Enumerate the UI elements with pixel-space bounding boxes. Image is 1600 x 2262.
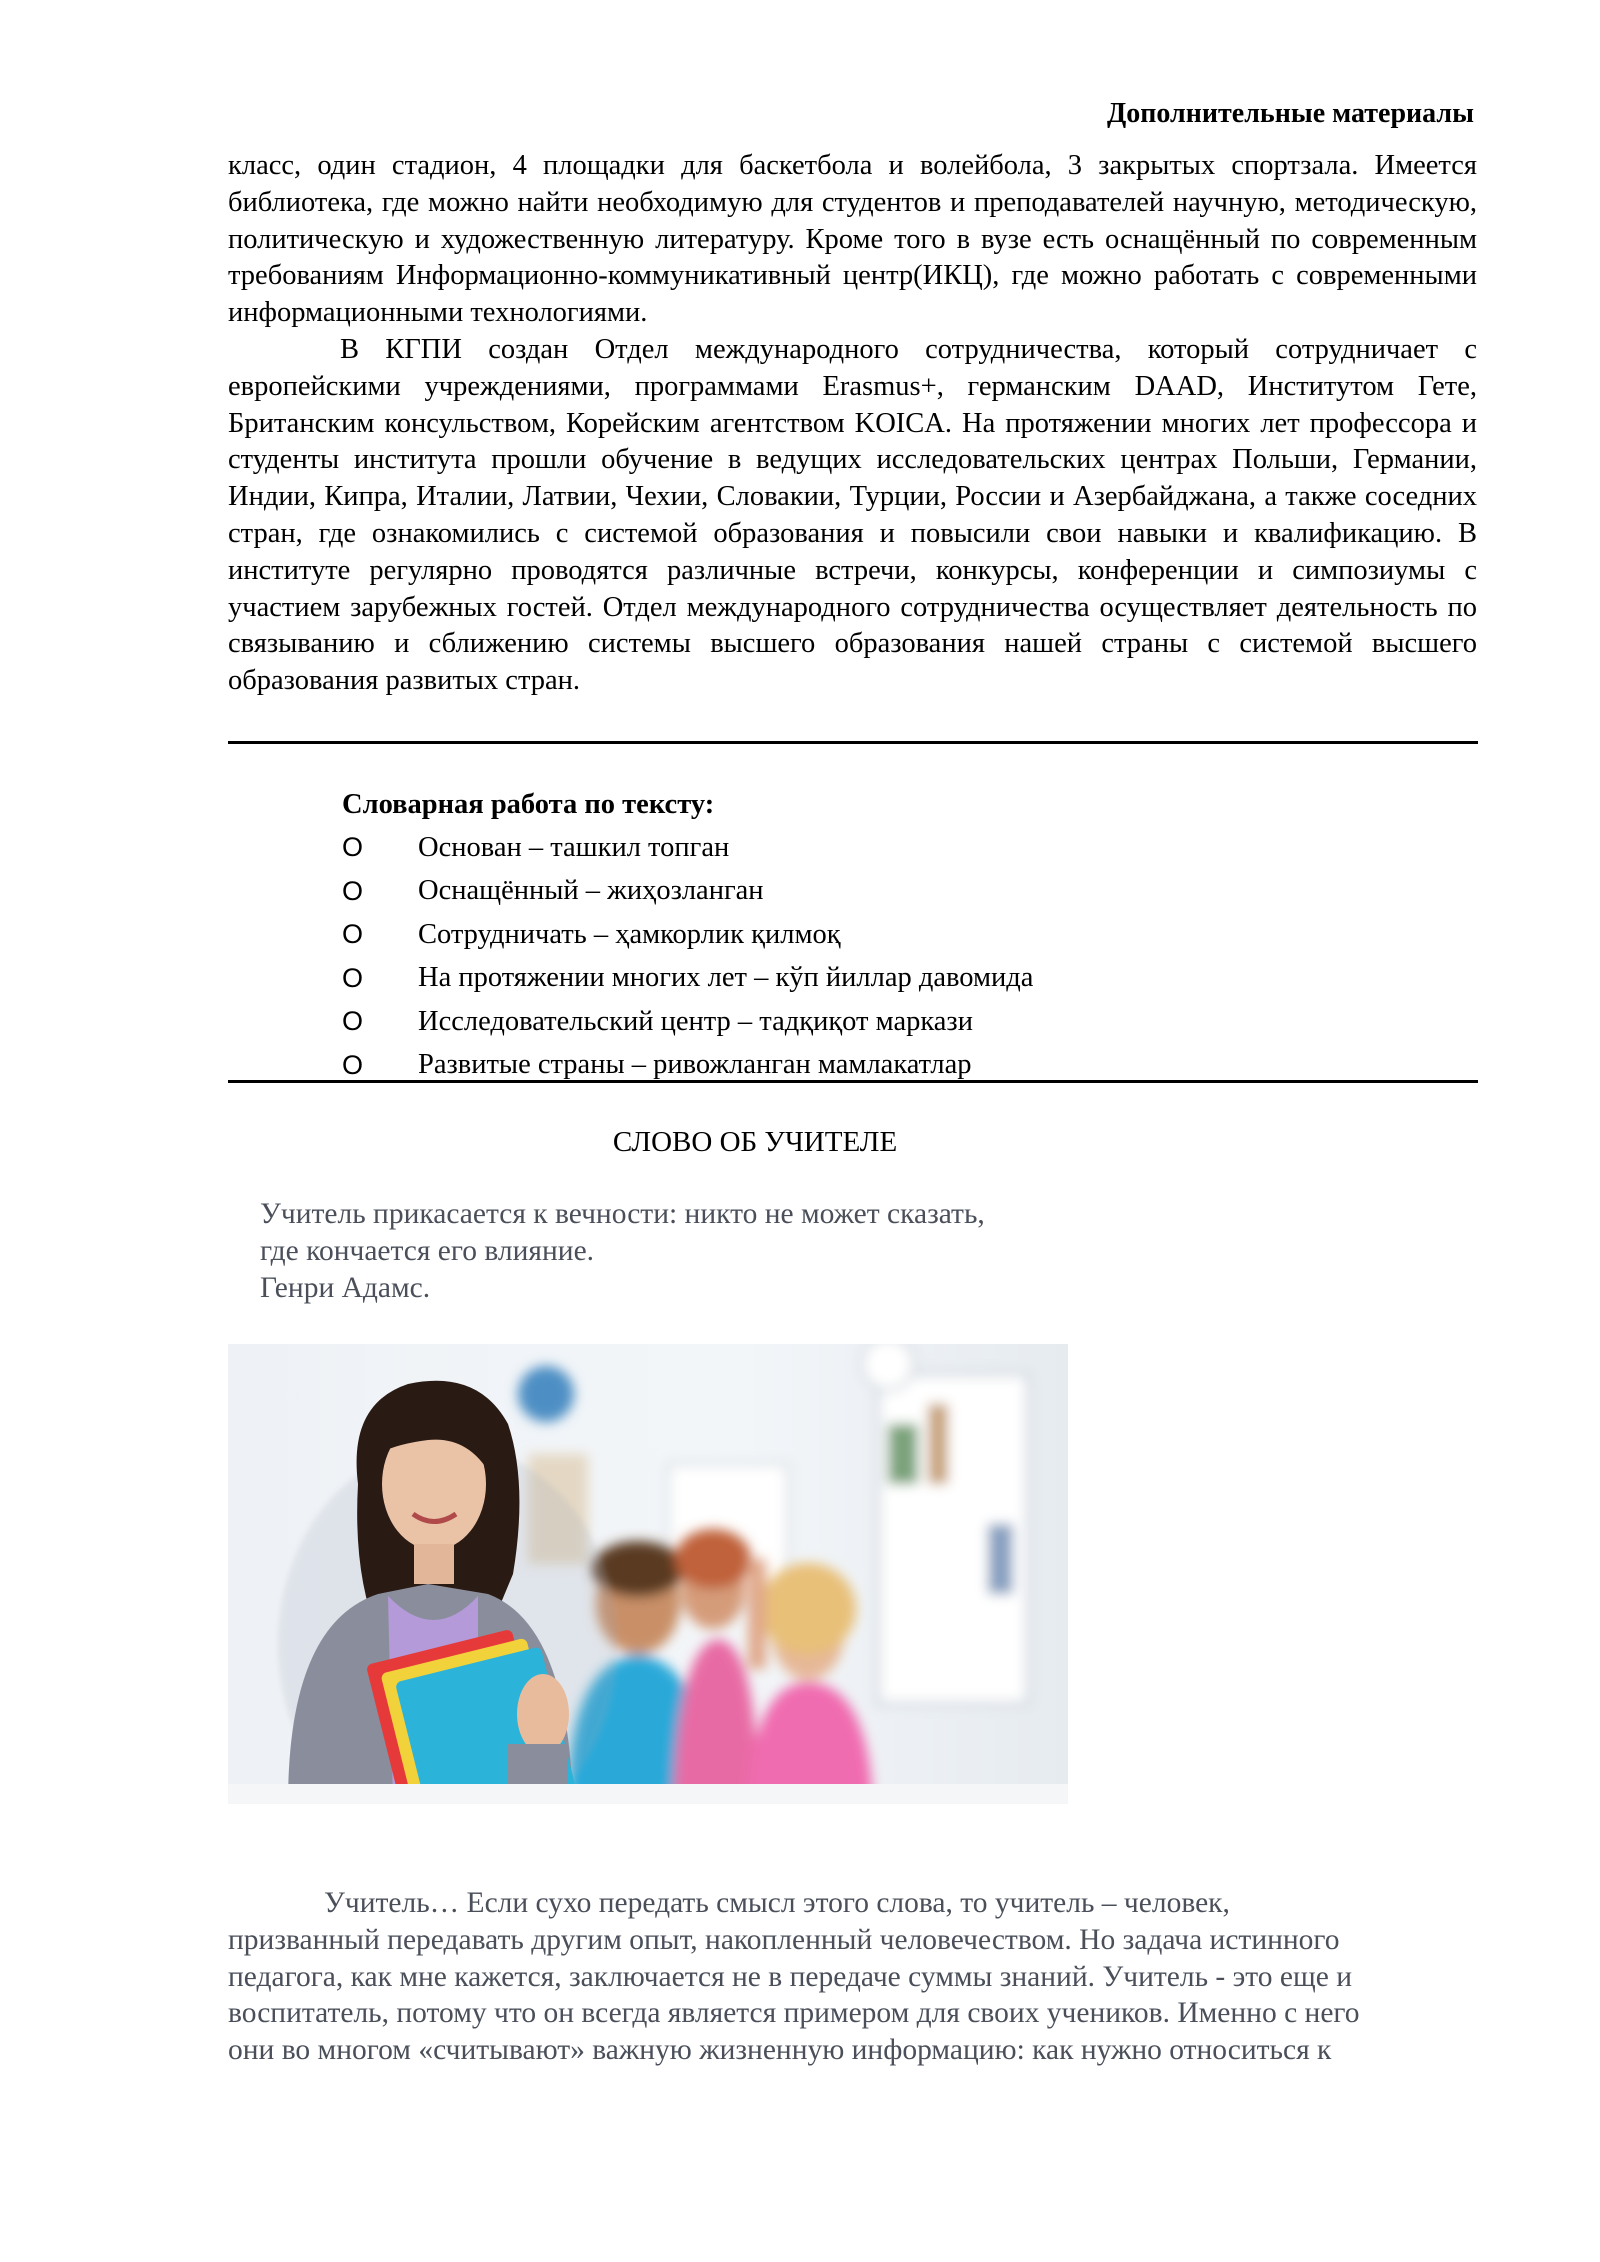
epigraph-line: где кончается его влияние. <box>260 1235 595 1267</box>
vocabulary-list <box>342 826 1342 1087</box>
vocabulary-title: Словарная работа по тексту: <box>342 789 715 820</box>
essay-line: Учитель… Если сухо передать смысл этого слова, то учитель – человек, <box>324 1887 1230 1919</box>
bullet-icon: O <box>342 832 364 863</box>
vocabulary-item <box>342 870 1342 914</box>
bullet-icon: O <box>342 919 364 950</box>
essay-text <box>228 1885 1478 2069</box>
bullet-icon: O <box>342 1049 364 1080</box>
vocabulary-item <box>342 957 1342 1001</box>
epigraph <box>260 1196 985 1307</box>
vocabulary-item-text: На протяжении многих лет – кўп йиллар давомида <box>418 962 1034 994</box>
essay-line: призванный передавать другим опыт, накопленный человечеством. Но задача истинного <box>228 1923 1340 1956</box>
vocabulary-item-text: Сотрудничать – ҳамкорлик қилмоқ <box>418 918 841 950</box>
essay-line: они во многом «считывают» важную жизненную информацию: как нужно относиться к <box>228 2034 1332 2067</box>
vocabulary-item <box>342 913 1342 957</box>
vocabulary-item-text: Основан – ташкил топган <box>418 831 730 863</box>
epigraph-author: Генри Адамс. <box>260 1272 431 1304</box>
vocabulary-section <box>342 784 1342 1087</box>
classroom-photo <box>228 1344 1068 1804</box>
vocabulary-item <box>342 1000 1342 1044</box>
vocabulary-item-text: Исследовательский центр – тадқиқот маркази <box>418 1005 973 1037</box>
intro-paragraph-2: В КГПИ создан Отдел международного сотрудничества, который сотрудничает с европейскими учреждениями, программами Erasmus+, германским DAAD, Институтом Гете, Британским консульством, Корейским агентством KOICA. На протяжении многих лет профессора и студенты института прошли обучение в ведущих исследовательских центрах Польши, Германии, Индии, Кипра, Италии, Латвии, Чехии, Словакии, Турции, России и Азербайджана, а также соседних стран, где ознакомились с системой образования и повысили свои навыки и квалификацию. В институте регулярно проводятся различные встречи, конкурсы, конференции и симпозиумы с участием зарубежных гостей. Отдел международного сотрудничества осуществляет деятельность по связыванию и сближению системы высшего образования нашей страны с системой высшего образования развитых стран. <box>228 333 1477 697</box>
vocabulary-item-text: Оснащённый – жиҳозланган <box>418 875 764 907</box>
page-header: Дополнительные материалы <box>1107 98 1474 129</box>
bottom-divider <box>228 1080 1478 1083</box>
bullet-icon: O <box>342 962 364 993</box>
bullet-icon: O <box>342 1006 364 1037</box>
bullet-icon: O <box>342 875 364 906</box>
vocabulary-item <box>342 826 1342 870</box>
top-divider <box>228 741 1478 744</box>
essay-line: педагога, как мне кажется, заключается не в передаче суммы знаний. Учитель - это еще и <box>228 1960 1352 1993</box>
essay-line: воспитатель, потому что он всегда является примером для своих учеников. Именно с него <box>228 1997 1360 2030</box>
section-title: СЛОВО ОБ УЧИТЕЛЕ <box>612 1126 898 1158</box>
vocabulary-item-text: Развитые страны – ривожланган мамлакатлар <box>418 1049 972 1081</box>
intro-text <box>228 148 1477 700</box>
epigraph-line: Учитель прикасается к вечности: никто не может сказать, <box>260 1198 985 1230</box>
intro-paragraph-1: класс, один стадион, 4 площадки для баскетбола и волейбола, 3 закрытых спортзала. Имеется библиотека, где можно найти необходимую для студентов и преподавателей научную, методическую, политическую и художественную литературу. Кроме того в вузе есть оснащённый по современным требованиям Информационно-коммуникативный центр(ИКЦ), где можно работать с современными информационными технологиями. <box>228 150 1477 329</box>
